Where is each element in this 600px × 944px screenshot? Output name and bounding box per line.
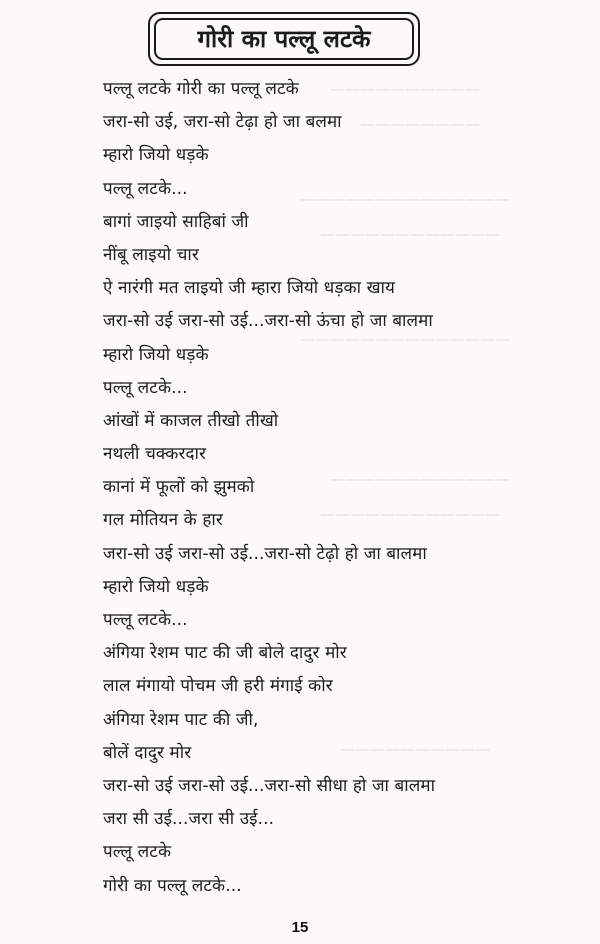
lyric-line: अंगिया रेशम पाट की जी, bbox=[103, 709, 259, 730]
lyric-line: बोलें दादुर मोर bbox=[103, 742, 192, 763]
show-through-texture: ———————————— bbox=[320, 225, 500, 243]
show-through-texture: —————————————— bbox=[300, 330, 510, 348]
lyric-line: लाल मंगायो पोचम जी हरी मंगाई कोर bbox=[103, 676, 333, 697]
show-through-texture: ———————— bbox=[360, 115, 480, 133]
lyric-line: नथली चक्करदार bbox=[103, 444, 207, 465]
lyric-line: बागां जाइयो साहिबां जी bbox=[103, 211, 249, 232]
lyric-line: नींबू लाइयो चार bbox=[103, 244, 199, 265]
lyric-line: म्हारो जियो धड़के bbox=[103, 576, 209, 597]
page-number: 15 bbox=[291, 919, 309, 936]
show-through-texture: —————————————— bbox=[300, 190, 510, 208]
song-lyrics bbox=[103, 73, 435, 903]
lyric-line: गल मोतियन के हार bbox=[103, 510, 223, 531]
lyric-line: पल्लू लटके... bbox=[103, 178, 188, 199]
show-through-texture: —————————— bbox=[340, 740, 490, 758]
title-frame bbox=[148, 12, 420, 66]
show-through-texture: ———————————— bbox=[320, 505, 500, 523]
lyric-line: कानां में फूलों को झुमको bbox=[103, 477, 255, 498]
lyric-line: पल्लू लटके... bbox=[103, 377, 188, 398]
lyric-line: गोरी का पल्लू लटके... bbox=[103, 875, 242, 896]
page-title: गोरी का पल्लू लटके bbox=[197, 25, 371, 53]
lyric-line: पल्लू लटके... bbox=[103, 610, 188, 630]
show-through-texture: ———————————— bbox=[330, 470, 510, 488]
lyric-line: अंगिया रेशम पाट की जी बोले दादुर मोर bbox=[103, 643, 347, 664]
lyric-line: पल्लू लटके bbox=[103, 842, 172, 863]
lyric-line: जरा-सो उई जरा-सो उई...जरा-सो सीधा हो जा बालमा bbox=[103, 775, 436, 796]
lyric-line: म्हारो जियो धड़के bbox=[103, 145, 209, 166]
lyric-line: जरा-सो उई जरा-सो उई...जरा-सो ऊंचा हो जा बालमा bbox=[103, 311, 433, 332]
lyric-line: जरा सी उई...जरा सी उई... bbox=[103, 809, 275, 830]
lyric-line: जरा-सो उई जरा-सो उई...जरा-सो टेढ़ो हो जा बालमा bbox=[103, 543, 427, 564]
lyric-line: जरा-सो उई, जरा-सो टेढ़ा हो जा बलमा bbox=[103, 112, 342, 133]
lyric-line: म्हारो जियो धड़के bbox=[103, 344, 209, 365]
lyric-line: ऐ नारंगी मत लाइयो जी म्हारा जियो धड़का खाय bbox=[103, 278, 395, 299]
show-through-texture: —————————— bbox=[330, 80, 480, 98]
lyric-line: पल्लू लटके गोरी का पल्लू लटके bbox=[103, 79, 299, 99]
lyric-line: आंखों में काजल तीखो तीखो bbox=[103, 410, 279, 431]
